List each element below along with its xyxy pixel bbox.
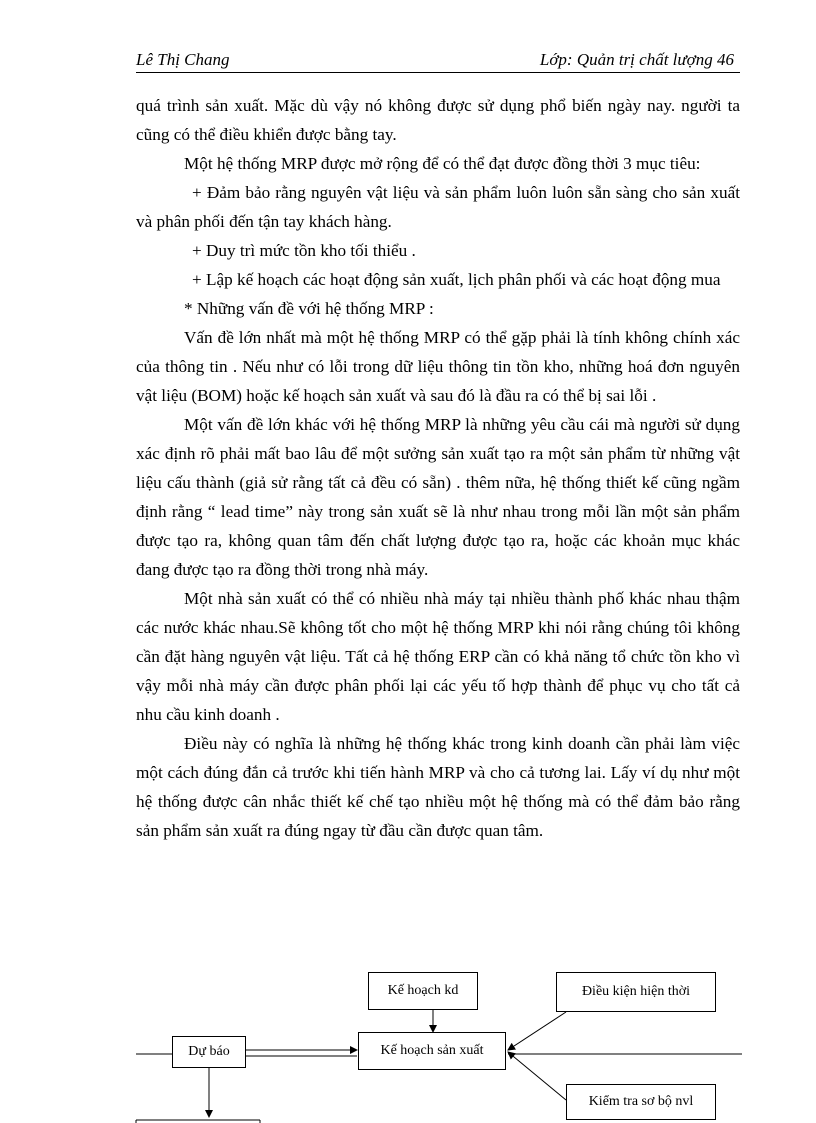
document-body [136, 91, 740, 845]
material-check-box [566, 1084, 716, 1120]
forecast-label: Dự báo [188, 1044, 230, 1059]
paragraph-4: + Duy trì mức tồn kho tối thiểu . [192, 241, 416, 260]
paragraph-8: Một vấn đề lớn khác với hệ thống MRP là những yêu cầu cái mà người sử dụng xác định rõ phải mất bao lâu để một sưởng sản xuất tạo ra một sản phẩm từ những vật liệu cấu thành (giả sử rằng tất cả đều có sẵn) . thêm nữa, hệ thống thiết kế cũng ngầm định rằng “ lead time” này trong sản xuất sẽ là như nhau trong mỗi lần một sản phẩm được tạo ra, không quan tâm đến chất lượng được tạo ra, hoặc các khoản mục khác đang được tạo ra đồng thời trong nhà máy. [136, 415, 740, 579]
paragraph-10: Điều này có nghĩa là những hệ thống khác trong kinh doanh cần phải làm việc một cách đúng đắn cả trước khi tiến hành MRP và cho cả tương lai. Lấy ví dụ như một hệ thống được cân nhắc thiết kế chế tạo nhiều một hệ thống mà có thể đảm bảo rằng sản phẩm sản xuất ra đúng ngay từ đầu cần được quan tâm. [136, 734, 740, 840]
paragraph-6: * Những vấn đề với hệ thống MRP : [184, 299, 434, 318]
paragraph-9: Một nhà sản xuất có thể có nhiều nhà máy tại nhiều thành phố khác nhau thậm các nước khác nhau.Sẽ không tốt cho một hệ thống MRP khi nói rằng chúng tôi không cần đặt hàng nguyên vật liệu. Tất cả hệ thống ERP cần có khả năng tổ chức tồn kho vì vậy mỗi nhà máy cần được phân phối lại các yếu tố hợp thành để phục vụ cho tất cả nhu cầu kinh doanh . [136, 589, 740, 724]
paragraph-5: + Lập kế hoạch các hoạt động sản xuất, lịch phân phối và các hoạt động mua [192, 270, 721, 289]
paragraph-1: quá trình sản xuất. Mặc dù vậy nó không được sử dụng phổ biến ngày nay. người ta cũng có thể điều khiển được bằng tay. [136, 96, 740, 144]
production-plan-box [358, 1032, 506, 1070]
current-conditions-box [556, 972, 716, 1012]
paragraph-2: Một hệ thống MRP được mở rộng để có thể đạt được đồng thời 3 mục tiêu: [184, 154, 701, 173]
production-plan-label: Kế hoạch sản xuất [380, 1043, 484, 1058]
paragraph-7: Vấn đề lớn nhất mà một hệ thống MRP có thể gặp phải là tính không chính xác của thông tin . Nếu như có lỗi trong dữ liệu thông tin tồn kho, những hoá đơn nguyên vật liệu (BOM) hoặc kế hoạch sản xuất và sau đó là đầu ra có thể bị sai lỗi . [136, 328, 740, 405]
author-name: Lê Thị Chang [136, 50, 230, 69]
business-plan-label: Kế hoạch kd [387, 983, 459, 998]
class-name: Lớp: Quản trị chất lượng 46 [539, 50, 734, 69]
page-header [136, 48, 740, 73]
current-conditions-label: Điều kiện hiện thời [581, 984, 691, 999]
mrp-flow-diagram [0, 960, 816, 1123]
material-check-label: Kiểm tra sơ bộ nvl [588, 1094, 694, 1109]
business-plan-box [368, 972, 478, 1010]
forecast-box [172, 1036, 246, 1068]
paragraph-3: + Đảm bảo rằng nguyên vật liệu và sản phẩm luôn luôn sẵn sàng cho sản xuất và phân phối đến tận tay khách hàng. [136, 183, 740, 231]
